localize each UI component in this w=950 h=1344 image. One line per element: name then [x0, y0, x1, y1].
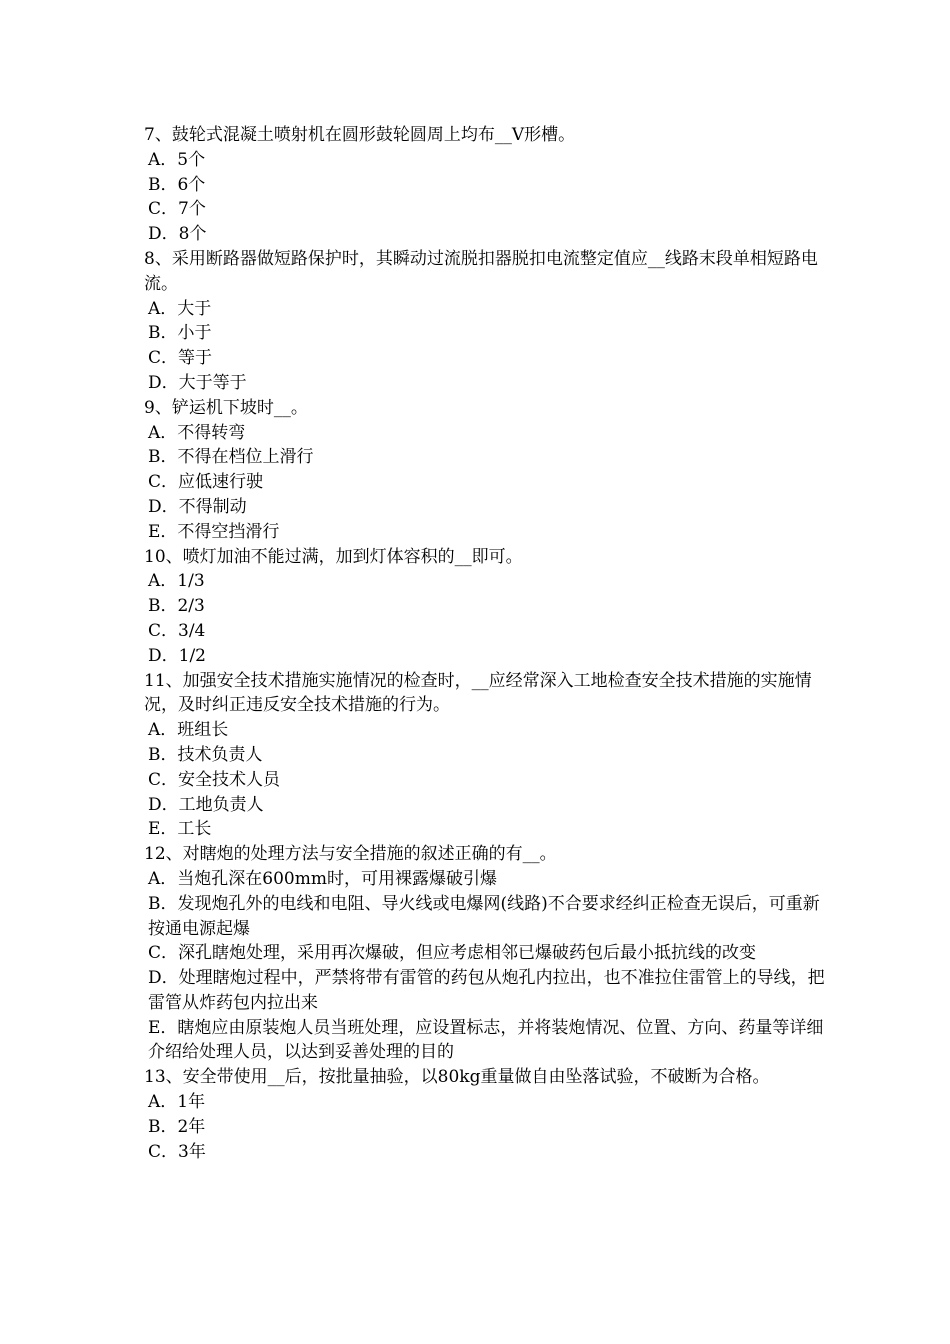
- option-a: A．班组长: [148, 720, 229, 741]
- option-c: C．7个: [148, 199, 206, 220]
- question-stem: 7、鼓轮式混凝土喷射机在圆形鼓轮圆周上均布__V形槽。: [144, 125, 576, 145]
- option-d: D．8个: [148, 224, 207, 245]
- option-d: D．工地负责人: [148, 794, 264, 815]
- question-stem: 11、加强安全技术措施实施情况的检查时，__应经常深入工地检查安全技术措施的实施情况，及时纠正违反安全技术措施的行为。: [144, 670, 812, 716]
- option-d: D．处理瞎炮过程中，严禁将带有雷管的药包从炮孔内拉出，也不准拉住雷管上的导线，把雷管从炸药包内拉出来: [148, 968, 825, 1013]
- option-b: B．2年: [148, 1116, 206, 1137]
- option-a: A．1/3: [148, 571, 205, 592]
- question-stem: 13、安全带使用__后，按批量抽验，以80kg重量做自由坠落试验，不破断为合格。: [144, 1067, 770, 1088]
- option-a: A．当炮孔深在600mm时，可用裸露爆破引爆: [148, 868, 497, 889]
- option-e: E．不得空挡滑行: [148, 521, 280, 542]
- option-b: B．小于: [148, 323, 212, 344]
- option-a: A．不得转弯: [148, 422, 246, 443]
- option-b: B．发现炮孔外的电线和电阻、导火线或电爆网(线路)不合要求经纠正检查无误后，可重新按通电源起爆: [148, 893, 820, 939]
- document-page: [144, 123, 834, 1164]
- option-a: A．大于: [148, 298, 212, 319]
- option-d: D．1/2: [148, 645, 206, 666]
- option-b: B．6个: [148, 174, 206, 195]
- option-c: C．3/4: [148, 620, 206, 641]
- option-b: B．不得在档位上滑行: [148, 447, 314, 468]
- option-a: A．5个: [148, 149, 206, 170]
- option-c: C．3年: [148, 1141, 206, 1162]
- option-c: C．等于: [148, 348, 213, 369]
- option-e: E．瞎炮应由原装炮人员当班处理，应设置标志，并将装炮情况、位置、方向、药量等详细介绍给处理人员，以达到妥善处理的目的: [148, 1017, 824, 1063]
- option-a: A．1年: [148, 1092, 206, 1113]
- question-stem: 12、对瞎炮的处理方法与安全措施的叙述正确的有__。: [144, 844, 557, 865]
- question-8: [144, 247, 834, 396]
- question-9: [144, 396, 834, 545]
- question-12: [144, 842, 834, 1065]
- question-7: [144, 123, 834, 247]
- option-b: B．2/3: [148, 596, 205, 617]
- question-stem: 9、铲运机下坡时__。: [144, 397, 308, 418]
- option-e: E．工长: [148, 819, 212, 840]
- option-c: C．应低速行驶: [148, 472, 264, 493]
- option-b: B．技术负责人: [148, 744, 263, 765]
- option-c: C．深孔瞎炮处理，采用再次爆破，但应考虑相邻已爆破药包后最小抵抗线的改变: [148, 943, 757, 964]
- option-d: D．不得制动: [148, 496, 247, 517]
- question-10: [144, 545, 834, 669]
- question-11: [144, 669, 834, 843]
- option-c: C．安全技术人员: [148, 769, 281, 790]
- option-d: D．大于等于: [148, 372, 247, 393]
- question-13: [144, 1065, 834, 1164]
- question-stem: 10、喷灯加油不能过满，加到灯体容积的__即可。: [144, 546, 523, 567]
- question-stem: 8、采用断路器做短路保护时，其瞬动过流脱扣器脱扣电流整定值应__线路末段单相短路电流。: [144, 248, 818, 294]
